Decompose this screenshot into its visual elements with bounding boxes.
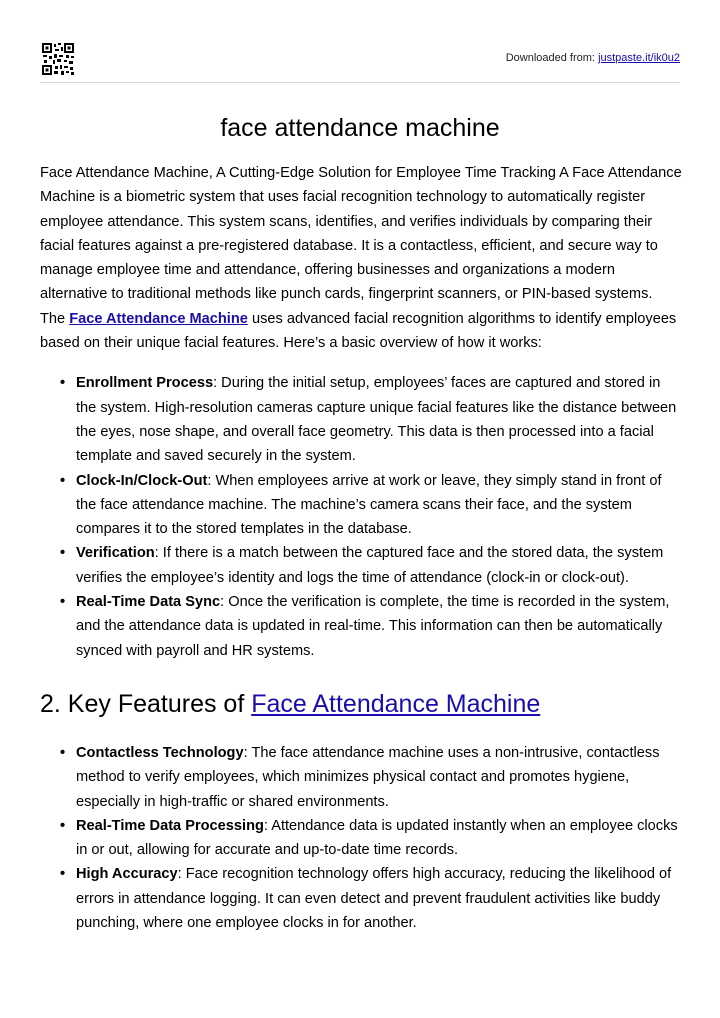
list-item-text: : When employees arrive at work or leave, they simply stand in front of the face attendance machine. The machine’s camera scans their face, and the system compares it to the stored templates in the database. — [76, 472, 662, 538]
list-item-term: Enrollment Process — [76, 375, 214, 392]
list-item — [76, 814, 682, 863]
list-item — [76, 590, 682, 663]
page-header — [40, 40, 680, 83]
article-body — [40, 161, 682, 935]
list-item-term: Real-Time Data Sync — [76, 594, 221, 611]
list-item — [76, 862, 682, 935]
key-features-link[interactable]: Face Attendance Machine — [251, 689, 541, 718]
list-item-text: : Attendance data is updated instantly when an employee clocks in or out, allowing for accurate and up-to-date time records. — [76, 817, 678, 859]
list-item — [76, 741, 682, 814]
list-item-text: : During the initial setup, employees’ faces are captured and stored in the system. High-resolution cameras capture unique facial features like the distance between the eyes, nose shape, and overall face geometry. This data is then processed into a facial template and saved securely in the system. — [76, 375, 677, 465]
list-item-text: : Face recognition technology offers high accuracy, reducing the likelihood of errors in attendance logging. It can even detect and prevent fraudulent activities like buddy punching, where one employee clocks in for another. — [76, 866, 672, 932]
list-item — [76, 371, 682, 468]
intro-paragraph: Face Attendance Machine, A Cutting-Edge Solution for Employee Time Tracking A Face Attendance Machine is a biometric system that uses facial recognition technology to automatically register employee attendance. This system scans, identifies, and verifies individuals by comparing their facial features against a pre-registered database. It is a contactless, efficient, and secure way to manage employee time and attendance, offering businesses and organizations a modern alternative to traditional methods like punch cards, fingerprint scanners, or PIN-based systems. — [40, 165, 682, 303]
key-features-list — [40, 741, 682, 935]
how-it-works-list — [40, 371, 682, 663]
download-source — [506, 52, 680, 64]
download-label: Downloaded from: — [505, 52, 595, 64]
page-title: face attendance machine — [220, 114, 500, 142]
list-item-text: : The face attendance machine uses a non-intrusive, contactless method to verify employees, which minimizes physical contact and promotes hygiene, especially in high-traffic or shared environments. — [76, 744, 660, 810]
qr-code-icon[interactable] — [42, 43, 74, 75]
overview-suffix: uses advanced facial recognition algorithms to identify employees based on their unique facial features. Here’s a basic overview of how it works: — [40, 310, 677, 352]
list-item — [76, 469, 682, 542]
list-item-term: Real-Time Data Processing — [76, 817, 264, 834]
section-heading-prefix: 2. Key Features of — [40, 689, 252, 718]
overview-prefix: The — [40, 310, 70, 327]
list-item-term: Verification — [76, 545, 155, 562]
list-item-term: Clock-In/Clock-Out — [76, 472, 208, 489]
download-source-link[interactable]: justpaste.it/ik0u2 — [598, 52, 680, 64]
overview-paragraph — [40, 307, 682, 356]
list-item — [76, 541, 682, 590]
list-item-text: : If there is a match between the captured face and the stored data, the system verifies the employee’s identity and logs the time of attendance (clock-in or clock-out). — [76, 545, 664, 586]
face-attendance-machine-link[interactable]: Face Attendance Machine — [69, 310, 248, 327]
list-item-text: : Once the verification is complete, the time is recorded in the system, and the attendance data is updated in real-time. This information can then be automatically synced with payroll and HR systems. — [76, 594, 670, 659]
list-item-term: Contactless Technology — [76, 744, 244, 761]
list-item-term: High Accuracy — [76, 866, 178, 883]
section-heading-key-features — [40, 679, 682, 729]
